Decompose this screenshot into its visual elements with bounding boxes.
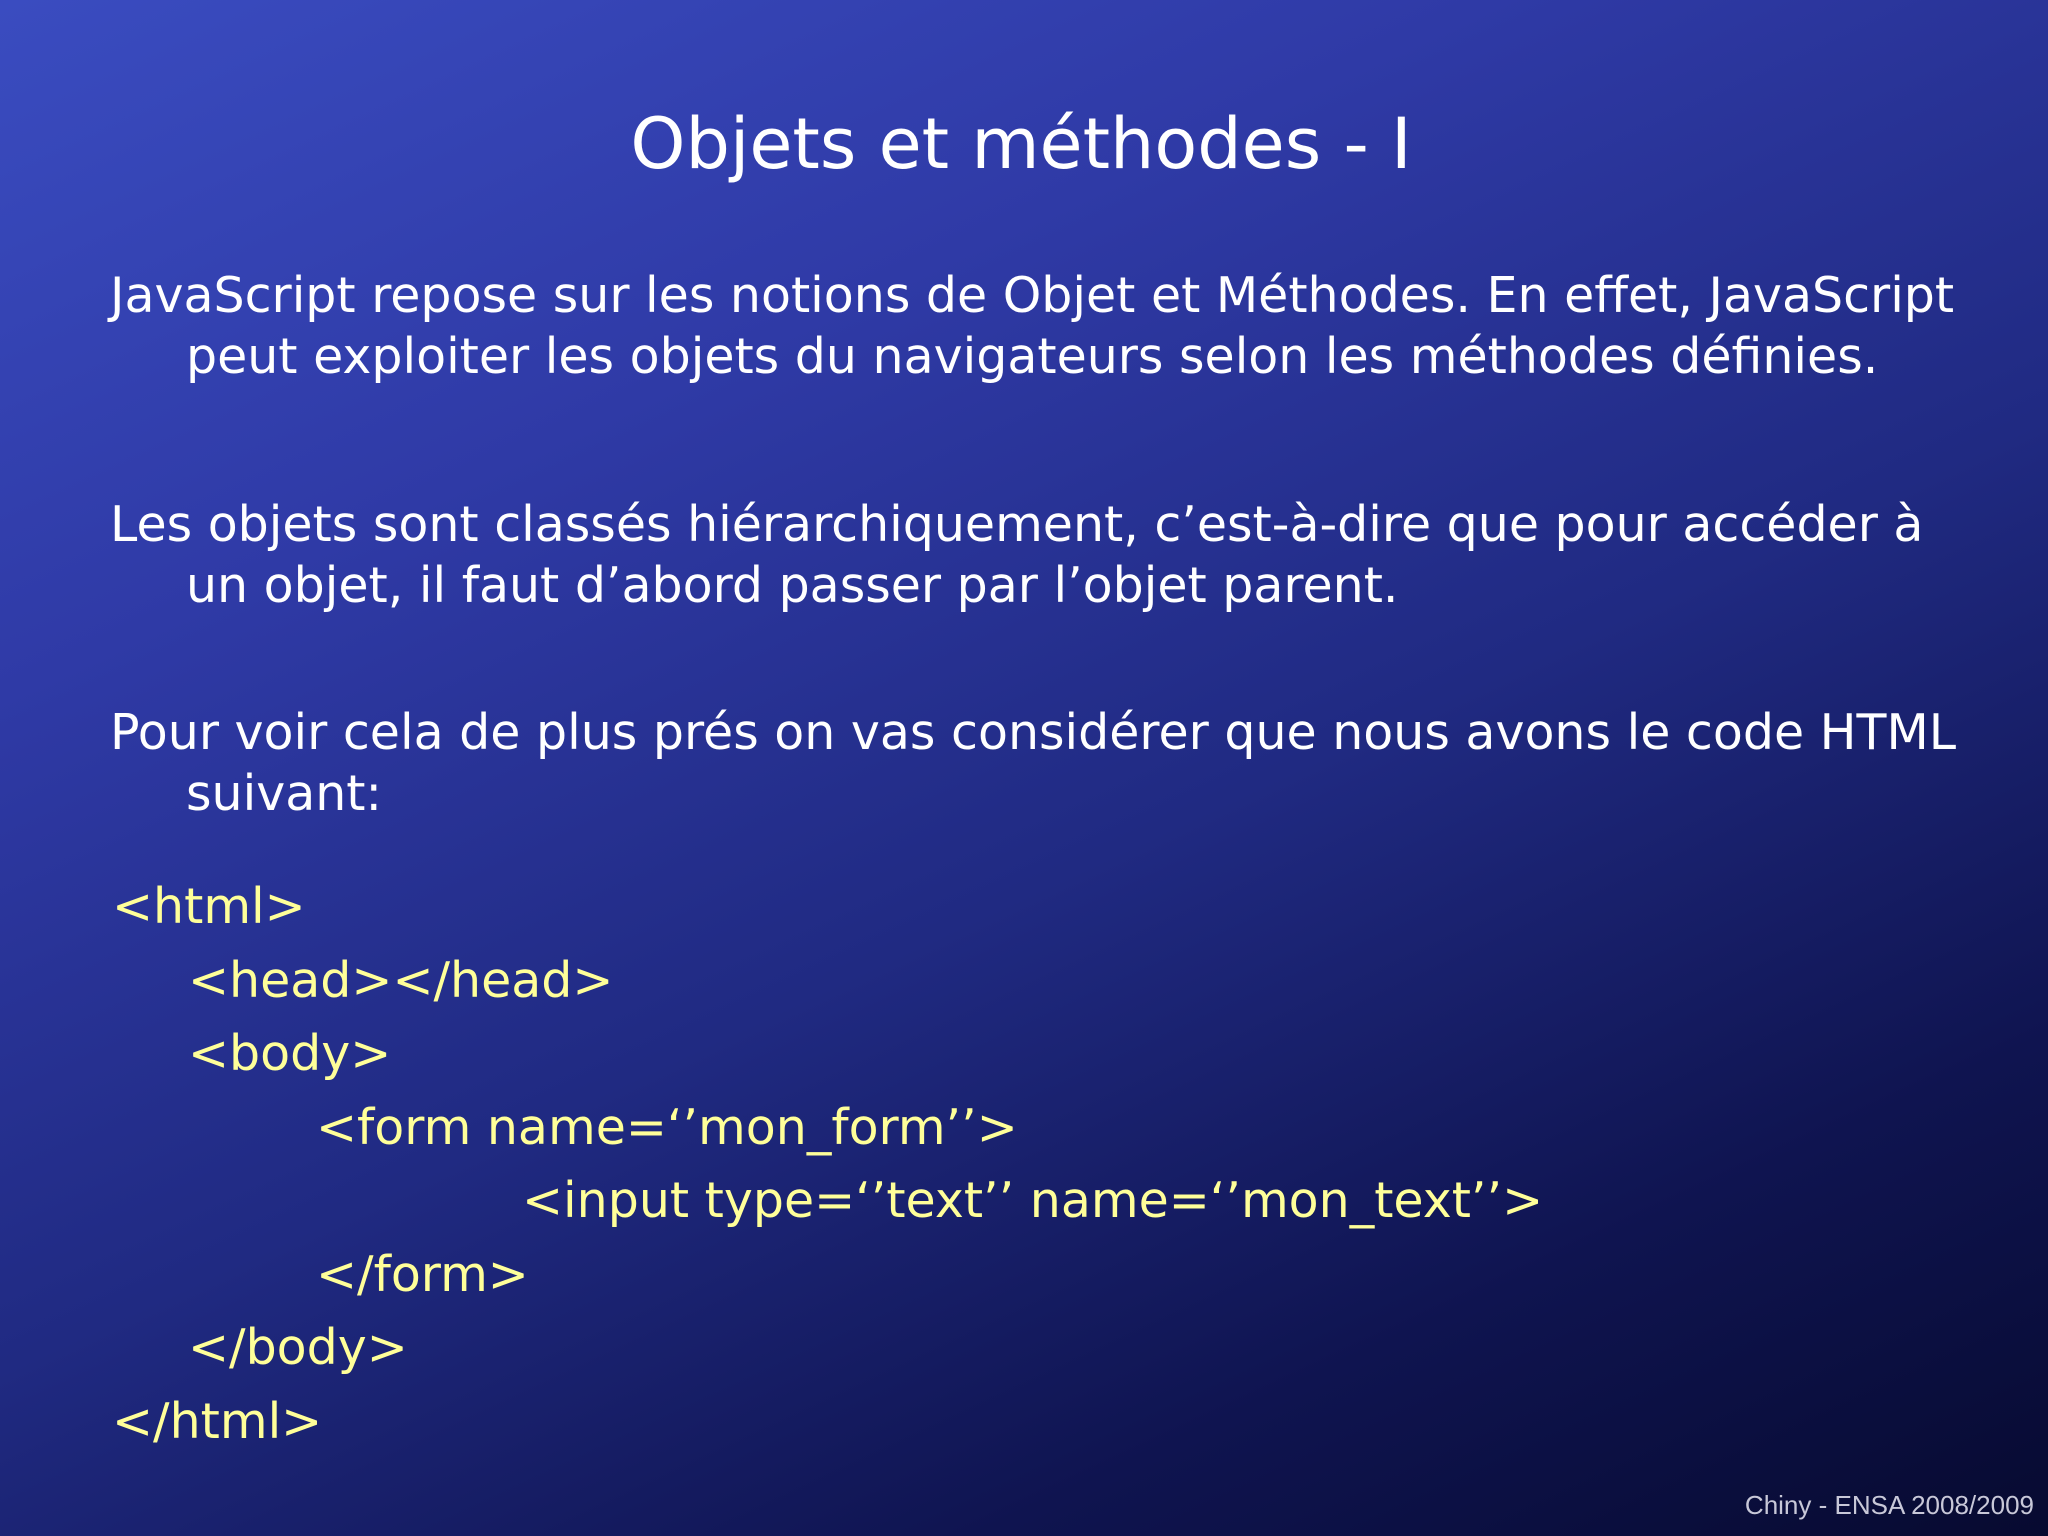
code-line-input: <input type=‘’text’’ name=‘’mon_text’’> xyxy=(522,1172,1544,1229)
code-line-form-close: </form> xyxy=(316,1245,529,1303)
slide-title: Objets et méthodes - I xyxy=(630,103,1412,185)
code-line-body-close: </body> xyxy=(188,1319,408,1376)
slide-footer: Chiny - ENSA 2008/2009 xyxy=(1744,1490,2034,1520)
paragraph-hierarchy: Les objets sont classés hiérarchiquement, c’est-à-dire que pour accéder à un objet, il faut d’abord passer par l’objet parent. xyxy=(110,496,1924,614)
html-code-block xyxy=(112,870,1543,1458)
code-line-body-open: <body> xyxy=(188,1025,392,1082)
code-line-html-open: <html> xyxy=(112,878,306,935)
code-line-html-close: </html> xyxy=(112,1392,323,1450)
code-line-form-open: <form name=‘’mon_form’’> xyxy=(316,1098,1018,1156)
paragraph-html-example-intro: Pour voir cela de plus prés on vas considérer que nous avons le code HTML suivant: xyxy=(110,704,1957,822)
paragraph-objects-methods: JavaScript repose sur les notions de Objet et Méthodes. En effet, JavaScript peut exploiter les objets du navigateurs selon les méthodes définies. xyxy=(110,267,1955,385)
code-line-head: <head></head> xyxy=(188,951,614,1009)
